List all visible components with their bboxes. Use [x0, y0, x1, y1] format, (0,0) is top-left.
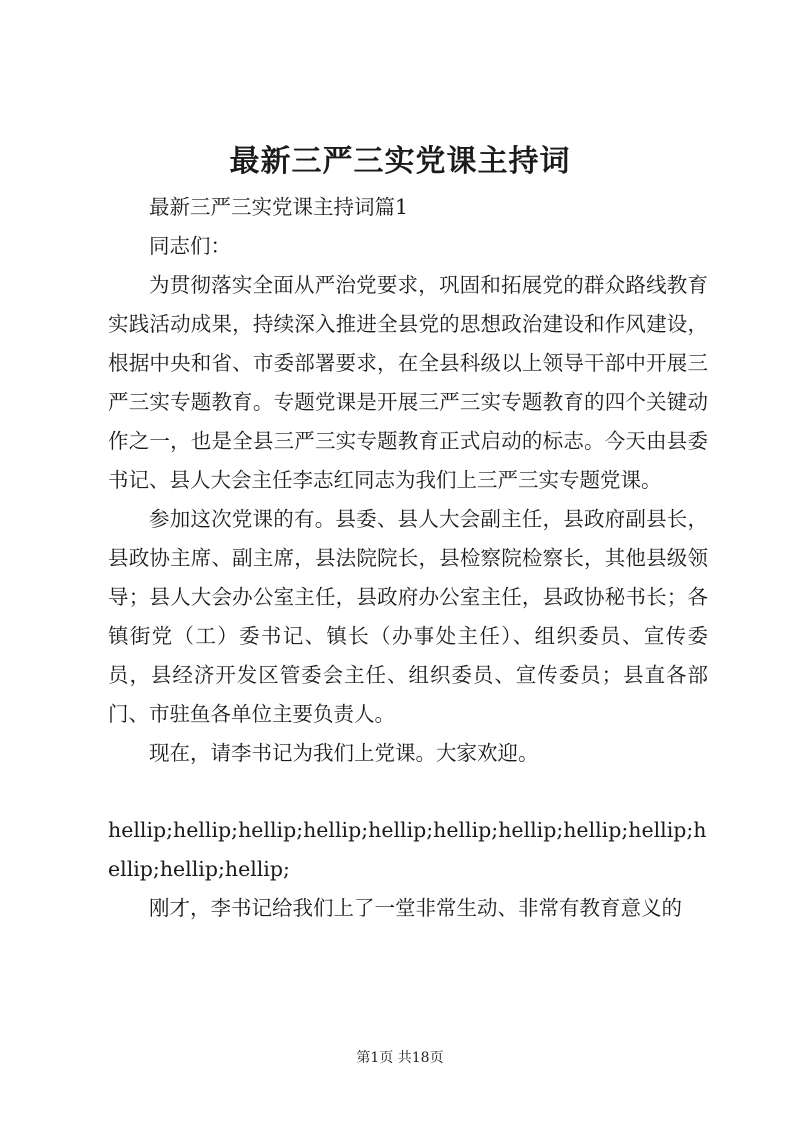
ellipsis-line: hellip;hellip;hellip;hellip;hellip;hellip;hellip;hellip;hellip;hellip;hellip;hellip; [108, 818, 707, 881]
section-heading: 最新三严三实党课主持词篇1 [149, 195, 409, 219]
page-number: 第1页 共18页 [356, 1050, 444, 1066]
paragraph-attendees: 参加这次党课的有。县委、县人大会副主任，县政府副县长，县政协主席、副主席，县法院院长，县检察院检察长，其他县级领导；县人大会办公室主任，县政府办公室主任，县政协秘书长；各镇街党（工）委书记、镇长（办事处主任）、组织委员、宣传委员，县经济开发区管委会主任、组织委员、宣传委员；县直各部门、市驻鱼各单位主要负责人。 [108, 507, 708, 726]
paragraph-closing: 刚才，李书记给我们上了一堂非常生动、非常有教育意义的 [149, 896, 682, 920]
paragraph-welcome: 现在，请李书记为我们上党课。大家欢迎。 [149, 741, 539, 765]
salutation: 同志们： [149, 234, 231, 258]
document-title: 最新三严三实党课主持词 [229, 144, 571, 179]
paragraph-intro: 为贯彻落实全面从严治党要求，巩固和拓展党的群众路线教育实践活动成果，持续深入推进全县党的思想政治建设和作风建设，根据中央和省、市委部署要求，在全县科级以上领导干部中开展三严三实专题教育。专题党课是开展三严三实专题教育的四个关键动作之一，也是全县三严三实专题教育正式启动的标志。今天由县委书记、县人大会主任李志红同志为我们上三严三实专题党课。 [108, 273, 708, 492]
document-body [108, 188, 708, 928]
